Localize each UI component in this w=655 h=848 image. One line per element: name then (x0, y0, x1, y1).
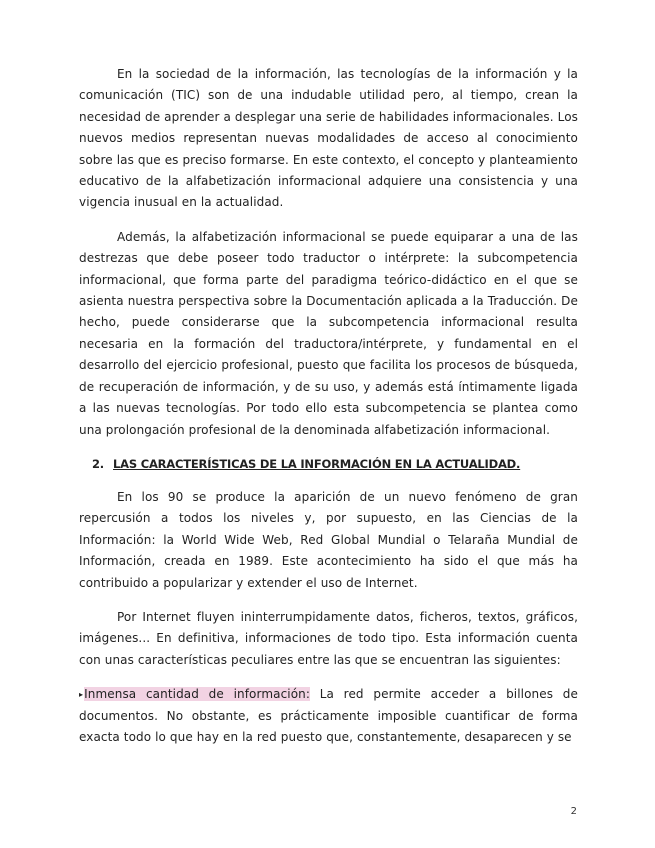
section-number: 2. (92, 456, 104, 471)
paragraph-information-society: En la sociedad de la información, las tecnologías de la información y la comunicación (TIC) son de una indudable utilidad pero, al tiempo, crean la necesidad de aprender a desplegar una serie de habilidades informacionales. Los nuevos medios representan nuevas modalidades de acceso al conocimiento sobre las que es preciso formarse. En este contexto, el concepto y planteamiento educativo de la alfabetización informacional adquiere una consistencia y una vigencia inusual en la actualidad. (79, 67, 578, 210)
list-item-immense-quantity (79, 684, 578, 748)
section-title: LAS CARACTERÍSTICAS DE LA INFORMACIÓN EN LA ACTUALIDAD. (113, 456, 521, 471)
paragraph-world-wide-web: En los 90 se produce la aparición de un nuevo fenómeno de gran repercusión a todos los niveles y, por supuesto, en las Ciencias de la Información: la World Wide Web, Red Global Mundial o Telaraña Mundial de Información, creada en 1989. Este acontecimiento ha sido el que más ha contribuido a popularizar y extender el uso de Internet. (79, 489, 578, 590)
page-number: 2 (570, 806, 577, 817)
page-content (79, 64, 578, 748)
bullet-arrow-icon: ▸ (79, 690, 84, 700)
section-heading (92, 454, 578, 475)
paragraph-informational-subcompetence: Además, la alfabetización informacional se puede equiparar a una de las destrezas que debe poseer todo traductor o intérprete: la subcompetencia informacional, que forma parte del paradigma teórico-didáctico en el que se asienta nuestra perspectiva sobre la Documentación aplicada a la Traducción. De hecho, puede considerarse que la subcompetencia informacional resulta necesaria en la formación del traductora/intérprete, y fundamental en el desarrollo del ejercicio profesional, puesto que facilita los procesos de búsqueda, de recuperación de información, y de su uso, y además está íntimamente ligada a las nuevas tecnologías. Por todo ello esta subcompetencia se plantea como una prolongación profesional de la denominada alfabetización informacional. (79, 229, 578, 437)
paragraph-internet-information: Por Internet fluyen ininterrumpidamente datos, ficheros, textos, gráficos, imágenes... En definitiva, informaciones de todo tipo. Esta información cuenta con unas características peculiares entre las que se encuentran las siguientes: (79, 609, 578, 667)
list-item-text: La red permite acceder a billones de documentos. No obstante, es prácticamente imposible cuantificar de forma exacta todo lo que hay en la red puesto que, constantemente, desaparecen y se (79, 687, 578, 744)
highlighted-term: Inmensa cantidad de información: (84, 687, 310, 702)
